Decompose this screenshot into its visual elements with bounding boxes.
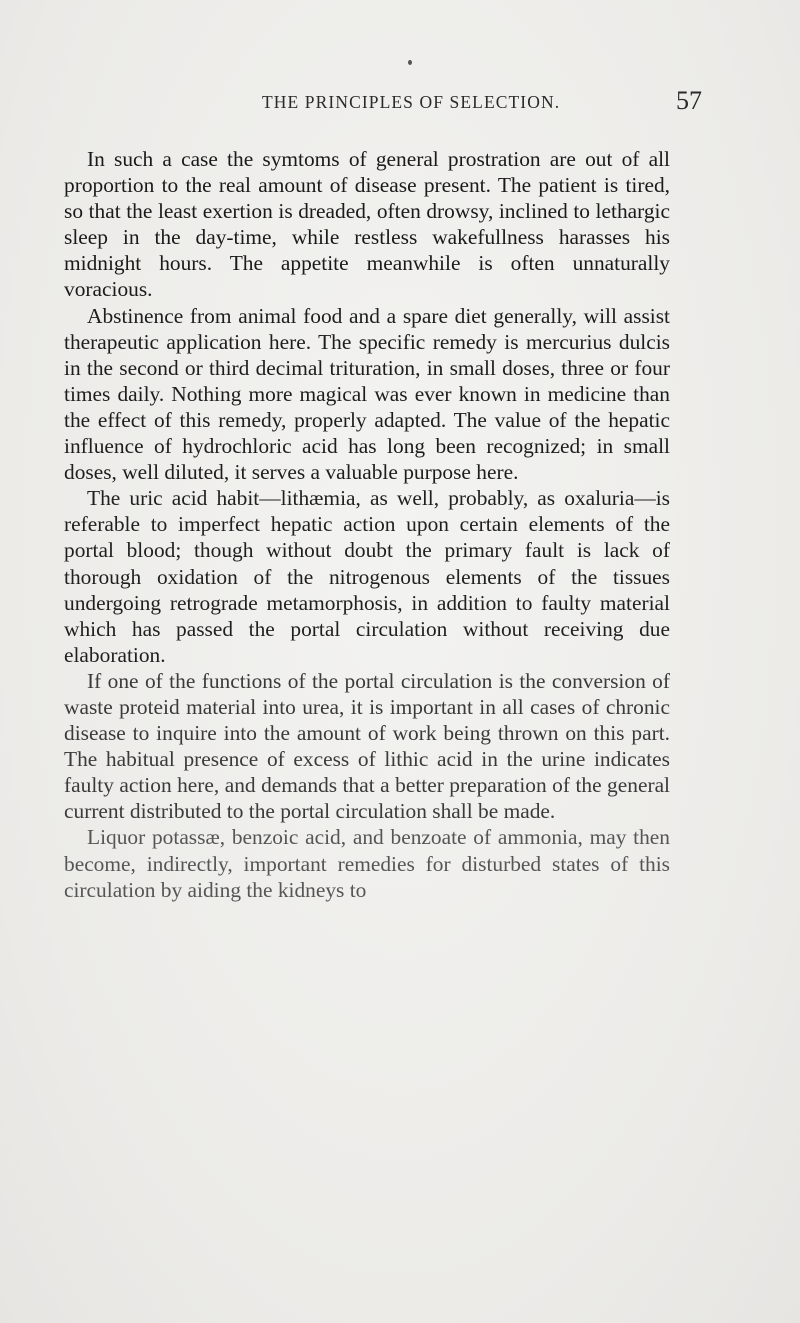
running-title: THE PRINCIPLES OF SELECTION.: [262, 92, 561, 112]
paragraph-portal-circulation: If one of the functions of the portal circulation is the conversion of waste proteid material into urea, it is important in all cases of chronic disease to inquire into the amount of work being thrown on this part. The habitual presence of excess of lithic acid in the urine indicates faulty action here, and demands that a better preparation of the general current distributed to the portal circulation shall be made.: [64, 668, 670, 824]
paragraph-uric-acid: The uric acid habit—lithæmia, as well, probably, as oxaluria—is referable to imperfect hepatic action upon certain elements of the portal blood; though without doubt the primary fault is lack of thorough oxidation of the nitrogenous elements of the tissues undergoing retrograde metamorphosis, in addition to faulty material which has passed the portal circulation without receiving due elaboration.: [64, 486, 670, 667]
paragraph-liquor-potassae: Liquor potassæ, benzoic acid, and benzoate of ammonia, may then become, indirectly, important remedies for disturbed states of this circulation by aiding the kidneys to: [64, 825, 670, 902]
paragraph-symptoms: In such a case the symtoms of general prostration are out of all proportion to the real amount of disease present. The patient is tired, so that the least exertion is dreaded, often drowsy, inclined to lethargic sleep in the day-time, while restless wakefullness harasses his midnight hours. The appetite meanwhile is often unnaturally voracious.: [64, 147, 670, 302]
paragraph-abstinence: Abstinence from animal food and a spare diet generally, will assist therapeutic application here. The specific remedy is mercurius dulcis in the second or third decimal trituration, in small doses, three or four times daily. Nothing more magical was ever known in medicine than the effect of this remedy, properly adapted. The value of the hepatic influence of hydrochloric acid has long been recognized; in small doses, well diluted, it serves a valuable purpose here.: [64, 303, 670, 485]
body-text: [64, 146, 670, 903]
page-number: 57: [676, 86, 702, 115]
printer-mark: [408, 60, 412, 65]
